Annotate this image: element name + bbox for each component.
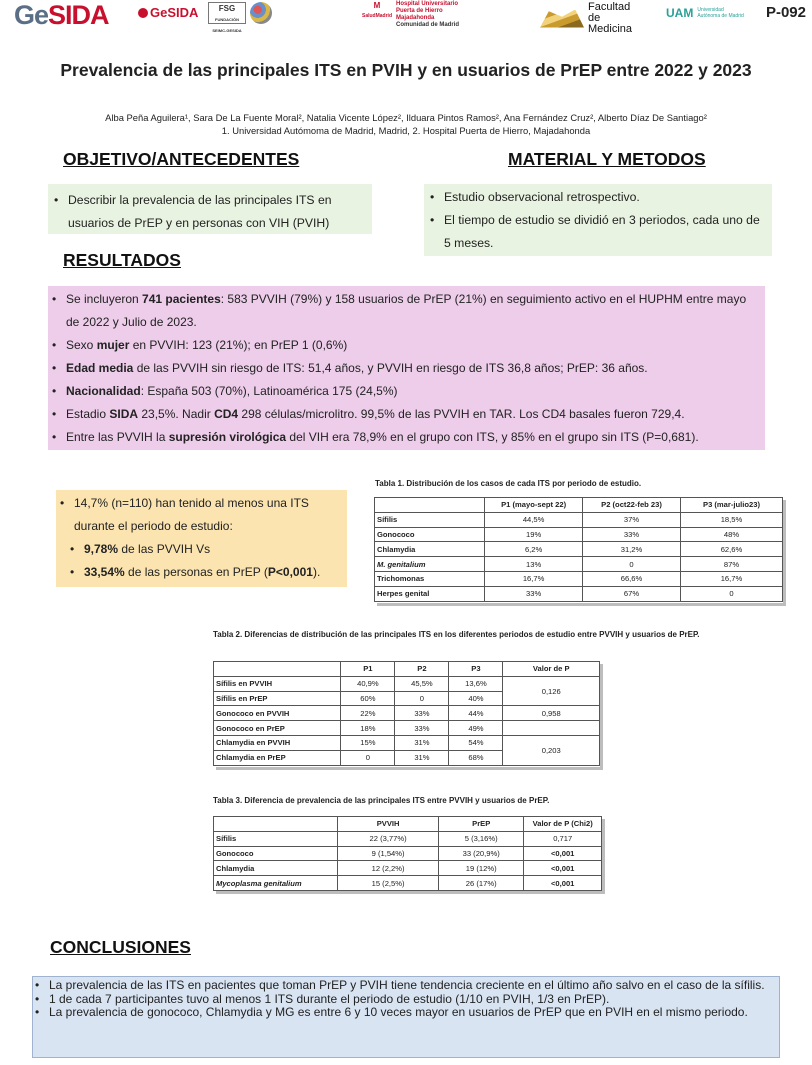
objetivo-box [48, 184, 372, 234]
fsg-logo: FSG FUNDACIÓN SEIMC-GESIDA [208, 2, 272, 24]
table3-row-label: Gonococo [214, 846, 338, 861]
resultados-box [48, 286, 765, 450]
table1-cell: 66,6% [583, 571, 681, 586]
table2-title: Tabla 2. Diferencias de distribución de las principales ITS en los diferentes periodos de estudio entre PVVIH y usuarios de PrEP. [213, 630, 700, 639]
table2-cell: 31% [395, 750, 449, 765]
table3-row [214, 876, 602, 891]
table1-cell: 16,7% [485, 571, 583, 586]
table3-cell: <0,001 [524, 876, 602, 891]
table2-cell: 40,9% [341, 676, 395, 691]
table3-cell: 12 (2,2%) [338, 861, 439, 876]
affiliations: 1. Universidad Autómoma de Madrid, Madrid, 2. Hospital Puerta de Hierro, Majadahonda [221, 125, 591, 136]
table1-cell: 33% [485, 586, 583, 601]
table2-row [214, 721, 600, 736]
table2-cell: 13,6% [449, 676, 503, 691]
hospital-logo: M SaludMadrid Hospital Universitario Puerta de Hierro Majadahonda Comunidad de Madrid [362, 1, 460, 28]
table1-row-label: Gonococo [375, 527, 485, 542]
table3-row-label: Chlamydia [214, 861, 338, 876]
table1-row [375, 557, 783, 572]
gesida-small-logo: GeSIDA [138, 5, 198, 20]
table1-cell: 44,5% [485, 512, 583, 527]
objetivo-heading: OBJETIVO/ANTECEDENTES [63, 149, 300, 169]
uam-logo: UAM Universidad Autónoma de Madrid [666, 6, 744, 20]
table2-cell: 0 [341, 750, 395, 765]
table2-cell: 68% [449, 750, 503, 765]
table2-pvalue: 0,958 [503, 706, 600, 721]
table2-pvalue: 0,126 [503, 676, 600, 706]
material-heading: MATERIAL Y METODOS [508, 149, 706, 169]
table2-pvalue-empty [503, 721, 600, 736]
table3-cell: 33 (20,9%) [439, 846, 524, 861]
table1 [374, 497, 783, 602]
table3-row-label: Mycoplasma genitalium [214, 876, 338, 891]
poster-code: P-092 [765, 4, 806, 21]
table3 [213, 816, 602, 891]
gesida-logo: GeSIDA [14, 0, 109, 30]
table3-cell: 5 (3,16%) [439, 831, 524, 846]
objetivo-item: • Describir la prevalencia de las principales ITS en usuarios de PrEP y en personas con VIH (PVIH) [52, 189, 364, 235]
table1-header-row [375, 498, 783, 513]
facultad-emblem-icon [540, 10, 584, 28]
table1-row-label: Sífilis [375, 512, 485, 527]
table2-cell: 22% [341, 706, 395, 721]
table1-cell: 33% [583, 527, 681, 542]
table3-header-cell: PrEP [439, 817, 524, 832]
conclusion-item: • 1 de cada 7 participantes tuvo al menos 1 ITS durante el periodo de estudio (1/10 en PVIH, 1/3 en PrEP). [33, 993, 771, 1007]
material-box [424, 184, 772, 256]
table2-cell: 0 [395, 691, 449, 706]
table1-cell: 67% [583, 586, 681, 601]
table3-cell: 15 (2,5%) [338, 876, 439, 891]
material-item: • El tiempo de estudio se dividió en 3 periodos, cada uno de 5 meses. [428, 209, 764, 255]
table2-header-cell [214, 662, 341, 677]
table1-cell: 19% [485, 527, 583, 542]
table1-row [375, 571, 783, 586]
table2-row-label: Chlamydia en PrEP [214, 750, 341, 765]
table3-cell: <0,001 [524, 861, 602, 876]
table2-row [214, 735, 600, 750]
table3-row [214, 831, 602, 846]
fsg-emblem-icon [250, 2, 272, 24]
gesida-dot-icon [138, 8, 148, 18]
table2-cell: 49% [449, 721, 503, 736]
table3-header-cell: Valor de P (Chi2) [524, 817, 602, 832]
table2-cell: 45,5% [395, 676, 449, 691]
highlight-box [56, 490, 347, 587]
table2-header-cell: P3 [449, 662, 503, 677]
table2-header-row [214, 662, 600, 677]
conclusiones-heading: CONCLUSIONES [50, 937, 191, 957]
table1-row-label: Chlamydia [375, 542, 485, 557]
conclusion-item: • La prevalencia de gonococo, Chlamydia y MG es entre 6 y 10 veces mayor en usuarios de PrEP que en PVIH en el mismo periodo. [33, 1006, 771, 1020]
table2-header-cell: P1 [341, 662, 395, 677]
table1-header-cell [375, 498, 485, 513]
table2-row-label: Gonococo en PVVIH [214, 706, 341, 721]
poster-title: Prevalencia de las principales ITS en PVIH y en usuarios de PrEP entre 2022 y 2023 [60, 60, 752, 80]
table3-cell: 22 (3,77%) [338, 831, 439, 846]
table2-cell: 60% [341, 691, 395, 706]
table1-header-cell: P3 (mar-julio23) [680, 498, 782, 513]
table1-row-label: Herpes genital [375, 586, 485, 601]
table3-header-cell [214, 817, 338, 832]
table1-cell: 37% [583, 512, 681, 527]
table3-header-row [214, 817, 602, 832]
highlight-sub-item: • 9,78% de las PVVIH Vs [58, 538, 341, 561]
table2-cell: 33% [395, 721, 449, 736]
table2-row [214, 706, 600, 721]
table2-row-label: Sífilis en PVVIH [214, 676, 341, 691]
table1-cell: 62,6% [680, 542, 782, 557]
logo-strip [0, 0, 812, 35]
table1-row [375, 586, 783, 601]
table2-cell: 44% [449, 706, 503, 721]
table2-cell: 40% [449, 691, 503, 706]
table1-row [375, 512, 783, 527]
table2-row-label: Chlamydia en PVVIH [214, 735, 341, 750]
table1-cell: 48% [680, 527, 782, 542]
table3-cell: 26 (17%) [439, 876, 524, 891]
table2-cell: 15% [341, 735, 395, 750]
table2-header-cell: P2 [395, 662, 449, 677]
table1-header-cell: P2 (oct22-feb 23) [583, 498, 681, 513]
resultado-item: • Entre las PVVIH la supresión virológica del VIH era 78,9% en el grupo con ITS, y 85% en el grupo sin ITS (P=0,681). [50, 426, 757, 449]
table1-cell: 87% [680, 557, 782, 572]
table2-row-label: Sífilis en PrEP [214, 691, 341, 706]
table1-cell: 31,2% [583, 542, 681, 557]
resultados-heading: RESULTADOS [63, 250, 181, 270]
table3-row [214, 861, 602, 876]
table1-cell: 0 [583, 557, 681, 572]
table2-row [214, 676, 600, 691]
table3-row [214, 846, 602, 861]
authors-block [20, 111, 792, 137]
table1-row [375, 542, 783, 557]
resultado-item: • Sexo mujer en PVVIH: 123 (21%); en PrEP 1 (0,6%) [50, 334, 757, 357]
table1-row [375, 527, 783, 542]
table3-cell: 19 (12%) [439, 861, 524, 876]
table1-cell: 16,7% [680, 571, 782, 586]
table3-row-label: Sífilis [214, 831, 338, 846]
table3-title: Tabla 3. Diferencia de prevalencia de las principales ITS entre PVVIH y usuarios de PrEP. [213, 796, 550, 805]
table3-cell: 9 (1,54%) [338, 846, 439, 861]
conclusion-item: • La prevalencia de las ITS en pacientes que toman PrEP y PVIH tiene tendencia creciente en el último año salvo en el caso de la sífilis. [33, 979, 771, 993]
table2-cell: 31% [395, 735, 449, 750]
table1-row-label: M. genitalium [375, 557, 485, 572]
table1-cell: 18,5% [680, 512, 782, 527]
table2-cell: 54% [449, 735, 503, 750]
highlight-sub-item: • 33,54% de las personas en PrEP (P<0,001). [58, 561, 341, 584]
table2 [213, 661, 600, 766]
conclusiones-box [32, 976, 780, 1058]
table1-cell: 6,2% [485, 542, 583, 557]
table1-cell: 0 [680, 586, 782, 601]
table3-cell: <0,001 [524, 846, 602, 861]
table3-cell: 0,717 [524, 831, 602, 846]
resultado-item: • Edad media de las PVVIH sin riesgo de ITS: 51,4 años, y PVVIH en riesgo de ITS 36,8 años; PrEP: 36 años. [50, 357, 757, 380]
table1-header-cell: P1 (mayo-sept 22) [485, 498, 583, 513]
table1-title: Tabla 1. Distribución de los casos de cada ITS por periodo de estudio. [375, 479, 642, 488]
table2-pvalue: 0,203 [503, 735, 600, 765]
resultado-item: • Se incluyeron 741 pacientes: 583 PVVIH (79%) y 158 usuarios de PrEP (21%) en seguimiento activo en el HUPHM entre mayo de 2022 y Julio de 2023. [50, 288, 757, 334]
resultado-item: • Nacionalidad: España 503 (70%), Latinoamérica 175 (24,5%) [50, 380, 757, 403]
table3-header-cell: PVVIH [338, 817, 439, 832]
highlight-item: • 14,7% (n=110) han tenido al menos una ITS durante el periodo de estudio: [58, 492, 341, 538]
table2-row-label: Gonococo en PrEP [214, 721, 341, 736]
facultad-logo: Facultad de Medicina [540, 2, 638, 35]
table2-cell: 18% [341, 721, 395, 736]
table1-cell: 13% [485, 557, 583, 572]
table2-cell: 33% [395, 706, 449, 721]
table2-header-cell: Valor de P [503, 662, 600, 677]
table1-row-label: Trichomonas [375, 571, 485, 586]
resultado-item: • Estadio SIDA 23,5%. Nadir CD4 298 células/microlitro. 99,5% de las PVVIH en TAR. Los CD4 basales fueron 729,4. [50, 403, 757, 426]
authors: Alba Peña Aguilera¹, Sara De La Fuente Moral², Natalia Vicente López², Ilduara Pintos Ramos², Ana Fernández Cruz², Alberto Díaz De Santiago² [105, 112, 707, 123]
material-item: • Estudio observacional retrospectivo. [428, 186, 764, 209]
